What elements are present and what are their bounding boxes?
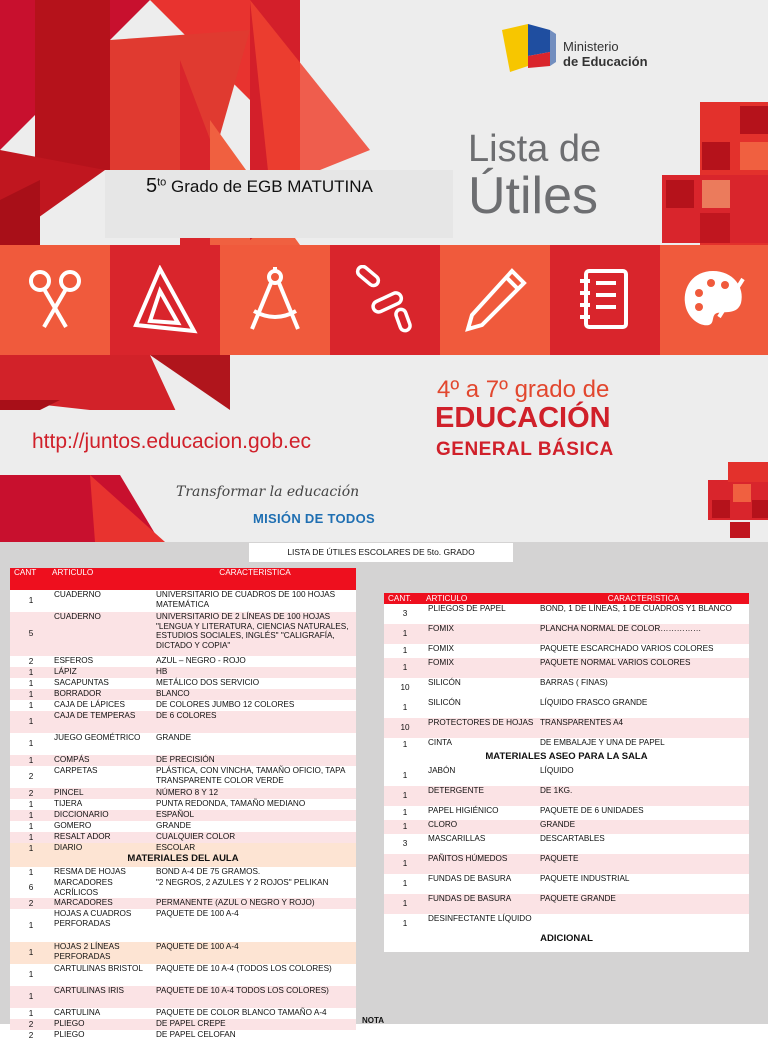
table-row — [10, 689, 356, 700]
table-row — [10, 799, 356, 810]
education-title: EDUCACIÓN — [435, 402, 611, 434]
table-row — [10, 1030, 356, 1041]
qty-cell: 1 — [28, 920, 34, 930]
characteristic-cell: PUNTA REDONDA, TAMAÑO MEDIANO — [156, 799, 306, 808]
table-row — [10, 1008, 356, 1019]
article-cell: PINCEL — [54, 788, 84, 797]
article-cell: CUADERNO — [54, 612, 101, 621]
table-row — [10, 942, 356, 964]
section-row — [384, 752, 749, 766]
characteristic-cell: LÍQUIDO FRASCO GRANDE — [540, 698, 648, 707]
characteristic-cell — [538, 914, 749, 934]
article-cell: DICCIONARIO — [54, 810, 109, 819]
article-cell: FOMIX — [428, 658, 454, 667]
qty-cell: 2 — [28, 772, 34, 782]
table-row — [384, 786, 749, 806]
qty-cell: 1 — [402, 899, 408, 909]
qty-cell: 2 — [28, 1019, 34, 1029]
document-title: LISTA DE ÚTILES ESCOLARES DE 5to. GRADO — [249, 543, 513, 562]
characteristic-cell: PERMANENTE (AZUL O NEGRO Y ROJO) — [156, 898, 315, 907]
table-row — [10, 678, 356, 689]
qty-cell: 1 — [28, 739, 34, 749]
characteristic-cell: DE 6 COLORES — [156, 711, 217, 720]
qty-cell: 1 — [28, 700, 34, 710]
table-row — [384, 738, 749, 752]
qty-cell: 1 — [402, 808, 408, 818]
right-supplies-table — [384, 593, 749, 952]
qty-cell: 1 — [28, 717, 34, 727]
qty-cell: 1 — [28, 843, 34, 853]
table-row — [10, 590, 356, 612]
characteristic-cell: DE PAPEL CELOFAN — [156, 1030, 236, 1039]
grade-label: Grado de EGB MATUTINA — [171, 177, 373, 196]
table-row — [10, 788, 356, 799]
article-cell: DETERGENTE — [428, 786, 484, 795]
table-row — [10, 612, 356, 656]
characteristic-cell: ESCOLAR — [156, 843, 196, 852]
characteristic-cell: CUALQUIER COLOR — [156, 832, 236, 841]
section-row — [384, 934, 749, 952]
qty-cell: 1 — [402, 629, 408, 639]
table-row — [384, 766, 749, 786]
qty-cell: 1 — [402, 791, 408, 801]
characteristic-cell: PAQUETE DE 100 A-4 — [156, 942, 239, 951]
col-header-article: ARTICULO — [52, 568, 154, 590]
ministry-line1: Ministerio — [563, 39, 619, 54]
table-row — [384, 914, 749, 934]
characteristic-cell: DE PRECISIÓN — [156, 755, 215, 764]
left-table-header — [10, 568, 356, 590]
table-row — [10, 964, 356, 986]
col-header-characteristic: CARACTERISTICA — [538, 593, 749, 604]
qty-cell: 1 — [28, 867, 34, 877]
characteristic-cell: TRANSPARENTES A4 — [540, 718, 624, 727]
characteristic-cell: PLANCHA NORMAL DE COLOR…………… — [540, 624, 702, 633]
table-row — [10, 867, 356, 878]
characteristic-cell: DE 1KG. — [540, 786, 573, 795]
characteristic-cell: PAQUETE ESCARCHADO VARIOS COLORES — [540, 644, 714, 653]
table-row — [384, 624, 749, 644]
table-row — [10, 878, 356, 898]
characteristic-cell: PAQUETE DE 6 UNIDADES — [540, 806, 644, 815]
characteristic-cell: NÚMERO 8 Y 12 — [156, 788, 219, 797]
grade-number: 5 — [146, 175, 158, 197]
characteristic-cell: PAQUETE GRANDE — [540, 894, 616, 903]
notebook-icon — [570, 265, 640, 335]
table-row — [10, 909, 356, 942]
article-cell: JUEGO GEOMÉTRICO — [54, 733, 141, 742]
characteristic-cell: GRANDE — [156, 821, 192, 830]
grade-sup: to — [157, 176, 167, 189]
article-cell: FUNDAS DE BASURA — [428, 874, 512, 883]
right-table-header — [384, 593, 749, 604]
characteristic-cell: DE COLORES JUMBO 12 COLORES — [156, 700, 295, 709]
qty-cell: 10 — [400, 723, 410, 733]
qty-cell: 1 — [28, 832, 34, 842]
qty-cell: 1 — [28, 596, 34, 606]
qty-cell: 2 — [28, 898, 34, 908]
education-subtitle: GENERAL BÁSICA — [436, 439, 614, 460]
characteristic-cell: "2 NEGROS, 2 AZULES Y 2 ROJOS" PELIKAN — [156, 878, 329, 887]
table-row — [384, 834, 749, 854]
qty-cell: 1 — [402, 859, 408, 869]
table-row — [384, 874, 749, 894]
table-row — [10, 810, 356, 821]
qty-cell: 6 — [28, 883, 34, 893]
qty-cell: 1 — [402, 879, 408, 889]
qty-cell: 3 — [402, 839, 408, 849]
table-row — [384, 718, 749, 738]
article-cell: PAPEL HIGIÉNICO — [428, 806, 499, 815]
qty-cell: 1 — [28, 821, 34, 831]
note-label: NOTA — [362, 1016, 385, 1025]
tile-triangle — [110, 245, 220, 355]
characteristic-cell: PAQUETE INDUSTRIAL — [540, 874, 630, 883]
triangle-ruler-icon — [130, 265, 200, 335]
list-title-line2: Útiles — [468, 167, 599, 225]
table-row — [10, 711, 356, 733]
article-cell: CAJA DE TEMPERAS — [54, 711, 136, 720]
qty-cell: 1 — [402, 740, 408, 750]
qty-cell: 1 — [28, 755, 34, 765]
characteristic-cell: UNIVERSITARIO DE 2 LÍNEAS DE 100 HOJAS "LENGUA Y LITERATURA, CIENCIAS NATURALES, ESTUDIOS SOCIALES, INGLÉS" "CALIGRAFÍA, DICTADO Y COPIA" — [156, 612, 349, 650]
characteristic-cell: PAQUETE DE 10 A-4 (TODOS LOS COLORES) — [156, 964, 332, 973]
tile-pencil — [440, 245, 550, 355]
scissors-icon — [20, 265, 90, 335]
article-cell: CLORO — [428, 820, 458, 829]
article-cell: PROTECTORES DE HOJAS — [428, 718, 534, 727]
characteristic-cell: AZUL – NEGRO - ROJO — [156, 656, 246, 665]
ministry-logo-text — [563, 39, 648, 69]
tile-scissors — [0, 245, 110, 355]
characteristic-cell: PAQUETE DE 10 A-4 TODOS LOS COLORES) — [156, 986, 329, 995]
tile-paperclips — [330, 245, 440, 355]
characteristic-cell: BARRAS ( FINAS) — [540, 678, 608, 687]
section-title: MATERIALES ASEO PARA LA SALA — [485, 751, 648, 762]
characteristic-cell: HB — [156, 667, 168, 676]
table-row — [384, 806, 749, 820]
qty-cell: 1 — [402, 646, 408, 656]
palette-icon — [679, 265, 749, 335]
qty-cell: 1 — [402, 822, 408, 832]
qty-cell: 1 — [402, 919, 408, 929]
table-row — [10, 733, 356, 755]
characteristic-cell: UNIVERSITARIO DE CUADROS DE 100 HOJAS MATEMÁTICA — [156, 590, 336, 609]
article-cell: CUADERNO — [54, 590, 101, 599]
characteristic-cell: PLÁSTICA, CON VINCHA, TAMAÑO OFICIO, TAPA TRANSPARENTE COLOR VERDE — [156, 766, 345, 785]
pencil-icon — [460, 265, 530, 335]
article-cell: MARCADORES ACRÍLICOS — [54, 878, 113, 897]
table-row — [10, 766, 356, 788]
characteristic-cell: DE EMBALAJE Y UNA DE PAPEL — [540, 738, 665, 747]
list-title — [468, 128, 602, 225]
table-row — [384, 678, 749, 698]
table-row — [10, 986, 356, 1008]
table-row — [10, 656, 356, 667]
qty-cell: 10 — [400, 683, 410, 693]
article-cell: HOJAS A CUADROS PERFORADAS — [54, 909, 132, 928]
article-cell: GOMERO — [54, 821, 92, 830]
characteristic-cell: DESCARTABLES — [540, 834, 605, 843]
qty-cell: 1 — [402, 663, 408, 673]
article-cell: PLIEGO — [54, 1030, 85, 1039]
qty-cell: 1 — [402, 703, 408, 713]
list-title-line1: Lista de — [468, 128, 602, 170]
icon-band — [0, 245, 768, 355]
characteristic-cell: LÍQUIDO — [540, 766, 574, 775]
website-link[interactable]: http://juntos.educacion.gob.ec — [32, 430, 312, 453]
article-cell: DIARIO — [54, 843, 83, 852]
table-row — [10, 755, 356, 766]
characteristic-cell: PAQUETE NORMAL VARIOS COLORES — [540, 658, 691, 667]
qty-cell: 1 — [28, 799, 34, 809]
qty-cell: 3 — [402, 609, 408, 619]
table-row — [384, 854, 749, 874]
compass-icon — [240, 265, 310, 335]
qty-cell: 2 — [28, 656, 34, 666]
article-cell: SILICÓN — [428, 678, 461, 687]
col-header-characteristic: CARACTERISTICA — [154, 568, 356, 590]
col-header-qty: CANT. — [384, 593, 426, 604]
characteristic-cell: GRANDE — [156, 733, 192, 742]
article-cell: RESALT ADOR — [54, 832, 111, 841]
paperclips-icon — [350, 265, 420, 335]
article-cell: FOMIX — [428, 644, 454, 653]
qty-cell: 1 — [28, 667, 34, 677]
table-row — [10, 832, 356, 843]
article-cell: DESINFECTANTE LÍQUIDO — [428, 914, 532, 923]
article-cell: CARTULINA — [54, 1008, 101, 1017]
article-cell: FUNDAS DE BASURA — [428, 894, 512, 903]
table-row — [10, 1019, 356, 1030]
qty-cell: 1 — [28, 948, 34, 958]
left-supplies-table — [10, 568, 356, 1041]
characteristic-cell: METÁLICO DOS SERVICIO — [156, 678, 260, 687]
characteristic-cell: GRANDE — [540, 820, 576, 829]
table-row — [384, 894, 749, 914]
article-cell: CINTA — [428, 738, 452, 747]
qty-cell: 1 — [28, 810, 34, 820]
table-row — [384, 604, 749, 624]
article-cell: HOJAS 2 LÍNEAS PERFORADAS — [54, 942, 120, 961]
article-cell: CARTULINAS IRIS — [54, 986, 124, 995]
characteristic-cell: PAQUETE DE COLOR BLANCO TAMAÑO A-4 — [156, 1008, 327, 1017]
tile-palette — [660, 245, 768, 355]
characteristic-cell: BOND A-4 DE 75 GRAMOS. — [156, 867, 261, 876]
article-cell: COMPÁS — [54, 755, 90, 764]
qty-cell: 2 — [28, 1030, 34, 1040]
article-cell: LÁPIZ — [54, 667, 77, 676]
characteristic-cell: PAQUETE — [540, 854, 579, 863]
article-cell: MARCADORES — [54, 898, 113, 907]
tile-compass — [220, 245, 330, 355]
qty-cell: 1 — [402, 771, 408, 781]
table-row — [384, 820, 749, 834]
article-cell: JABÓN — [428, 766, 456, 775]
characteristic-cell: BLANCO — [156, 689, 190, 698]
table-row — [384, 658, 749, 678]
article-cell: TIJERA — [54, 799, 83, 808]
article-cell: PLIEGOS DE PAPEL — [428, 604, 506, 613]
characteristic-cell: DE PAPEL CREPE — [156, 1019, 226, 1028]
qty-cell: 2 — [28, 788, 34, 798]
article-cell: PLIEGO — [54, 1019, 85, 1028]
qty-cell: 1 — [28, 689, 34, 699]
qty-cell: 1 — [28, 678, 34, 688]
table-row — [10, 700, 356, 711]
table-row — [384, 698, 749, 718]
article-cell: SACAPUNTAS — [54, 678, 109, 687]
ministry-line2: de Educación — [563, 54, 648, 69]
article-cell: MASCARILLAS — [428, 834, 486, 843]
col-header-article: ARTICULO — [426, 593, 538, 604]
table-row — [10, 898, 356, 909]
characteristic-cell: PAQUETE DE 100 A-4 — [156, 909, 239, 918]
article-cell: ESFEROS — [54, 656, 94, 665]
article-cell: RESMA DE HOJAS — [54, 867, 126, 876]
slogan-line1: Transformar la educación — [176, 484, 360, 500]
section-row — [10, 854, 356, 867]
qty-cell: 5 — [28, 629, 34, 639]
article-cell: SILICÓN — [428, 698, 461, 707]
grade-title — [146, 175, 373, 198]
qty-cell: 1 — [28, 1008, 34, 1018]
article-cell: FOMIX — [428, 624, 454, 633]
table-row — [384, 644, 749, 658]
col-header-qty: CANT — [10, 568, 52, 590]
article-cell: BORRADOR — [54, 689, 102, 698]
article-cell: PAÑITOS HÚMEDOS — [428, 854, 508, 863]
article-cell: CARTULINAS BRISTOL — [54, 964, 143, 973]
article-cell: CARPETAS — [54, 766, 98, 775]
qty-cell: 1 — [28, 992, 34, 1002]
qty-cell: 1 — [28, 970, 34, 980]
section-title: ADICIONAL — [540, 933, 593, 944]
grade-range: 4º a 7º grado de — [437, 376, 610, 403]
tile-notebook — [550, 245, 660, 355]
section-title: MATERIALES DEL AULA — [127, 853, 239, 864]
article-cell: CAJA DE LÁPICES — [54, 700, 125, 709]
characteristic-cell: BOND, 1 DE LÍNEAS, 1 DE CUADROS Y1 BLANCO — [540, 604, 732, 613]
table-row — [10, 667, 356, 678]
slogan-line2: MISIÓN DE TODOS — [253, 511, 375, 526]
characteristic-cell: ESPAÑOL — [156, 810, 195, 819]
table-row — [10, 821, 356, 832]
